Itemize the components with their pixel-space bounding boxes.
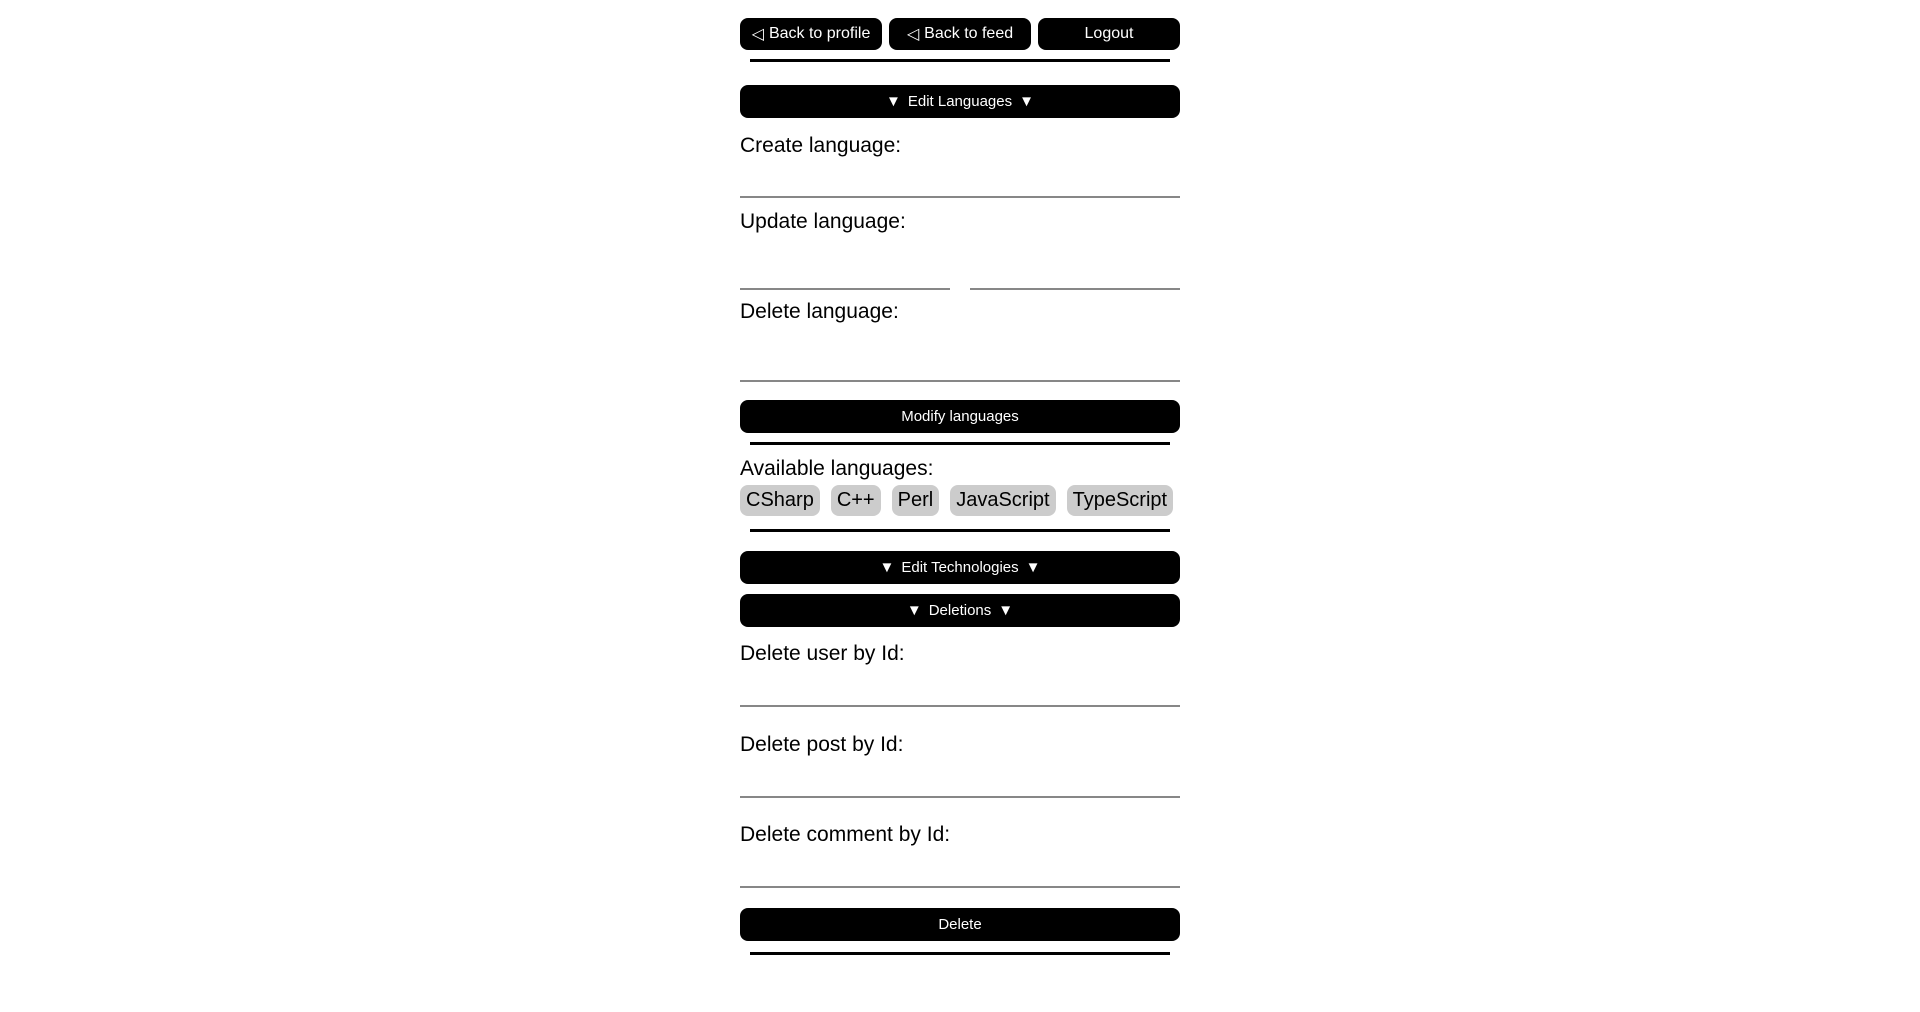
delete-user-label: Delete user by Id: (740, 642, 905, 665)
back-to-profile-button[interactable] (740, 18, 882, 50)
divider (750, 59, 1170, 62)
caret-down-icon: ▼ (1019, 93, 1034, 110)
deletions-toggle-label: Deletions (928, 602, 992, 619)
delete-comment-label: Delete comment by Id: (740, 823, 951, 846)
edit-technologies-toggle-label: Edit Technologies (901, 559, 1019, 576)
language-tag[interactable]: Perl (892, 485, 940, 516)
language-tag[interactable]: C++ (831, 485, 881, 516)
delete-language-input[interactable] (740, 349, 1180, 382)
admin-panel (740, 0, 1180, 955)
back-arrow-icon: ◁ (751, 26, 764, 43)
update-language-label: Update language: (740, 210, 906, 233)
caret-down-icon: ▼ (906, 602, 922, 619)
logout-label: Logout (1084, 25, 1134, 42)
back-to-profile-label: Back to profile (768, 25, 871, 42)
delete-comment-id-input[interactable] (740, 855, 1180, 888)
delete-button-label: Delete (938, 916, 982, 933)
modify-languages-button[interactable] (740, 400, 1180, 433)
language-tag[interactable]: JavaScript (950, 485, 1055, 516)
language-tags (740, 485, 1180, 516)
delete-user-id-input[interactable] (740, 674, 1180, 707)
available-languages-label: Available languages: (740, 457, 934, 480)
edit-technologies-toggle[interactable] (740, 551, 1180, 584)
modify-languages-label: Modify languages (901, 408, 1019, 425)
delete-post-label: Delete post by Id: (740, 733, 904, 756)
edit-languages-toggle[interactable] (740, 85, 1180, 118)
logout-button[interactable] (1038, 18, 1180, 50)
language-tag[interactable]: CSharp (740, 485, 820, 516)
back-to-feed-button[interactable] (889, 18, 1031, 50)
update-language-old-input[interactable] (740, 257, 950, 290)
caret-down-icon: ▼ (998, 602, 1014, 619)
edit-languages-toggle-label: Edit Languages (907, 93, 1013, 110)
create-language-input[interactable] (740, 165, 1180, 198)
back-to-feed-label: Back to feed (924, 25, 1014, 42)
delete-post-id-input[interactable] (740, 765, 1180, 798)
divider (750, 442, 1170, 445)
delete-button[interactable] (740, 908, 1180, 941)
delete-language-label: Delete language: (740, 300, 899, 323)
top-navigation (740, 18, 1180, 50)
back-arrow-icon: ◁ (906, 26, 920, 43)
create-language-label: Create language: (740, 134, 902, 157)
update-language-new-input[interactable] (970, 257, 1180, 290)
language-tag[interactable]: TypeScript (1067, 485, 1173, 516)
divider (750, 529, 1170, 532)
deletions-toggle[interactable] (740, 594, 1180, 627)
caret-down-icon: ▼ (886, 93, 901, 110)
caret-down-icon: ▼ (879, 559, 895, 576)
divider (750, 952, 1170, 955)
caret-down-icon: ▼ (1025, 559, 1041, 576)
update-language-row (740, 257, 1180, 290)
